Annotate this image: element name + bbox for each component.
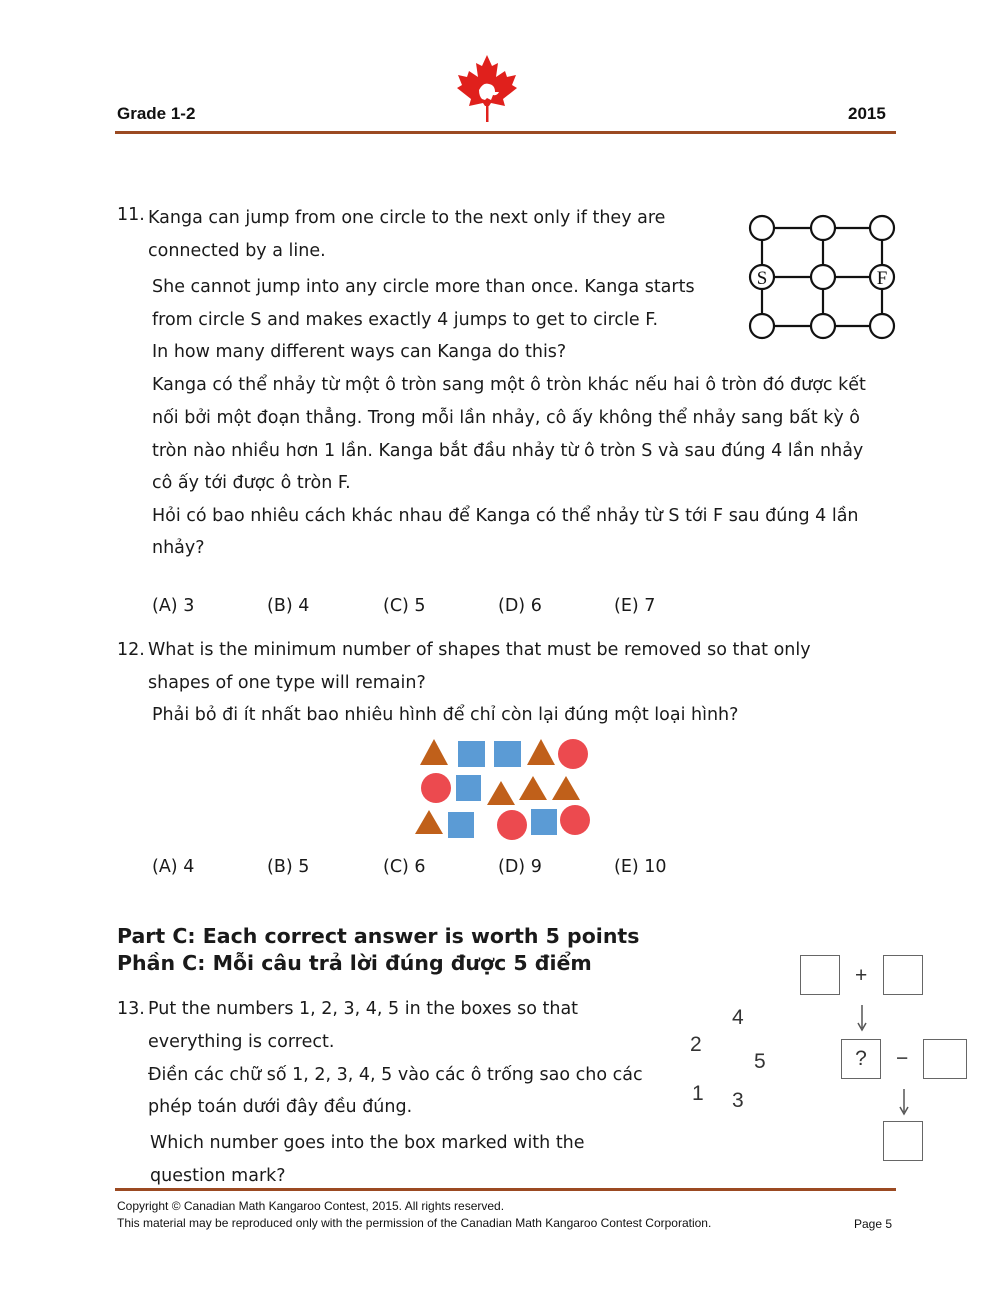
circle-shape (560, 805, 590, 835)
q13-text-en-3: Which number goes into the box marked with the (150, 1133, 585, 1153)
q12-option-d[interactable]: (D) 9 (498, 857, 542, 877)
digit-five: 5 (754, 1050, 766, 1073)
circle-shape (421, 773, 451, 803)
grid-circle (811, 216, 835, 240)
q11-option-a[interactable]: (A) 3 (152, 596, 195, 616)
q11-text-vi-3: tròn nào nhiều hơn 1 lần. Kanga bắt đầu nhảy từ ô tròn S và sau đúng 4 lần nhảy (152, 441, 864, 461)
part-c-title-vi: Phần C: Mỗi câu trả lời đúng được 5 điểm (117, 951, 592, 975)
square-shape (448, 812, 474, 838)
start-label: S (756, 268, 768, 289)
maple-leaf-logo (455, 52, 519, 124)
finish-label: F (876, 268, 888, 289)
q13-text-en-2: everything is correct. (148, 1032, 335, 1052)
down-arrow-icon (897, 1087, 911, 1117)
q11-text-vi-1: Kanga có thể nhảy từ một ô tròn sang một ô tròn khác nếu hai ô tròn đó được kết (152, 375, 866, 395)
grid-circle (870, 314, 894, 338)
grade-label: Grade 1-2 (117, 104, 196, 123)
digit-three: 3 (732, 1089, 744, 1112)
q11-text-vi-6: nhảy? (152, 538, 205, 558)
answer-box-top-right[interactable] (883, 955, 923, 995)
q11-option-c[interactable]: (C) 5 (383, 596, 426, 616)
answer-box-bottom[interactable] (883, 1121, 923, 1161)
down-arrow-icon (855, 1003, 869, 1033)
square-shape (456, 775, 481, 801)
part-c-title-en: Part C: Each correct answer is worth 5 points (117, 924, 640, 948)
digit-four: 4 (732, 1006, 744, 1029)
q12-option-e[interactable]: (E) 10 (614, 857, 667, 877)
square-shape (531, 809, 557, 835)
plus-sign: + (855, 964, 868, 987)
triangle-shape (527, 739, 555, 765)
question-mark: ? (855, 1047, 867, 1070)
q12-text-en-2: shapes of one type will remain? (148, 673, 426, 693)
triangle-shape (487, 781, 515, 805)
q13-number: 13. (117, 999, 145, 1019)
q11-option-b[interactable]: (B) 4 (267, 596, 310, 616)
q11-option-d[interactable]: (D) 6 (498, 596, 542, 616)
q11-text-en-5: In how many different ways can Kanga do this? (152, 342, 567, 362)
triangle-shape (552, 776, 580, 800)
shapes-figure (410, 734, 600, 844)
q13-text-vi-2: phép toán dưới đây đều đúng. (148, 1097, 413, 1117)
grid-circle (750, 216, 774, 240)
answer-box-top-left[interactable] (800, 955, 840, 995)
circle-shape (497, 810, 527, 840)
question-mark-box[interactable] (841, 1039, 881, 1079)
copyright-text: Copyright © Canadian Math Kangaroo Contest, 2015. All rights reserved. (117, 1199, 505, 1213)
q11-text-en-4: from circle S and makes exactly 4 jumps to get to circle F. (152, 310, 659, 330)
minus-sign: − (896, 1047, 909, 1070)
answer-box-middle-right[interactable] (923, 1039, 967, 1079)
square-shape (458, 741, 485, 767)
q13-text-en-1: Put the numbers 1, 2, 3, 4, 5 in the boxes so that (148, 999, 579, 1019)
q11-text-en-3: She cannot jump into any circle more than once. Kanga starts (152, 277, 695, 297)
q11-text-vi-2: nối bởi một đoạn thẳng. Trong mỗi lần nhảy, cô ấy không thể nhảy sang bất kỳ ô (152, 408, 860, 428)
digit-one: 1 (692, 1082, 704, 1105)
q11-text-en-2: connected by a line. (148, 241, 326, 261)
triangle-shape (519, 776, 547, 800)
grid-circle (811, 314, 835, 338)
triangle-shape (420, 739, 448, 765)
page-number: Page 5 (854, 1217, 893, 1231)
footer-rule (115, 1188, 896, 1191)
circle-grid-figure (742, 210, 900, 344)
q12-option-b[interactable]: (B) 5 (267, 857, 310, 877)
permission-text: This material may be reproduced only with the permission of the Canadian Math Kangaroo Contest Corporation. (117, 1216, 712, 1230)
q11-number: 11. (117, 205, 145, 225)
q11-text-vi-4: cô ấy tới được ô tròn F. (152, 473, 351, 493)
q12-text-en-1: What is the minimum number of shapes that must be removed so that only (148, 640, 811, 660)
q12-number: 12. (117, 640, 145, 660)
grid-circle (870, 216, 894, 240)
q11-text-vi-5: Hỏi có bao nhiêu cách khác nhau để Kanga có thể nhảy từ S tới F sau đúng 4 lần (152, 506, 859, 526)
q12-option-a[interactable]: (A) 4 (152, 857, 195, 877)
year-label: 2015 (848, 104, 886, 123)
q11-option-e[interactable]: (E) 7 (614, 596, 656, 616)
digit-two: 2 (690, 1033, 702, 1056)
square-shape (494, 741, 521, 767)
triangle-shape (415, 810, 443, 834)
q13-text-vi-1: Điền các chữ số 1, 2, 3, 4, 5 vào các ô trống sao cho các (148, 1065, 643, 1085)
circle-shape (558, 739, 588, 769)
grid-circle (750, 314, 774, 338)
q13-text-en-4: question mark? (150, 1166, 286, 1186)
grid-circle (811, 265, 835, 289)
q12-option-c[interactable]: (C) 6 (383, 857, 426, 877)
q11-text-en-1: Kanga can jump from one circle to the next only if they are (148, 208, 666, 228)
q12-text-vi-1: Phải bỏ đi ít nhất bao nhiêu hình để chỉ còn lại đúng một loại hình? (152, 705, 739, 725)
header-rule (115, 131, 896, 134)
